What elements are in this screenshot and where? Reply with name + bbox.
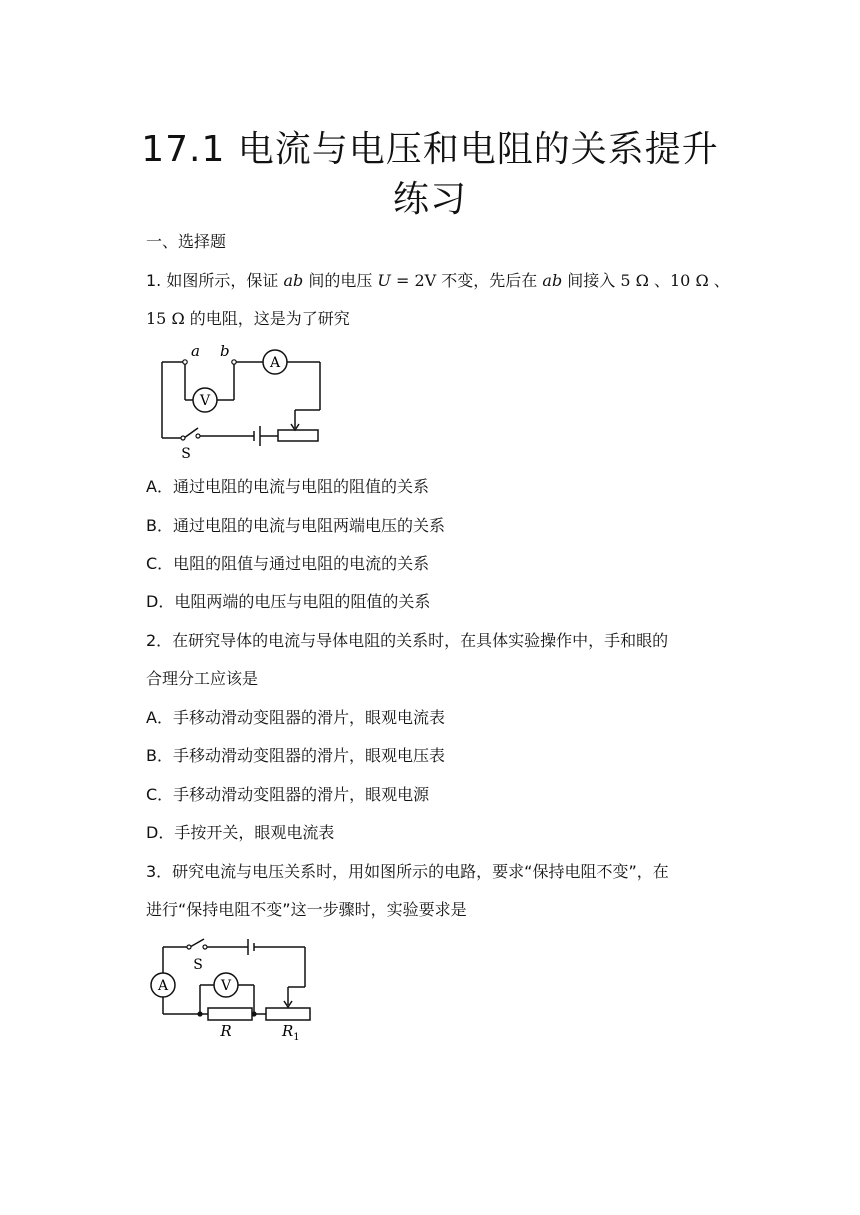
q2-option-d: D．手按开关，眼观电流表: [146, 823, 335, 842]
q1-text: 间接入: [562, 271, 621, 290]
q1-resistance-3: 15 Ω: [146, 309, 185, 328]
q1-option-b: B．通过电阻的电流与电阻两端电压的关系: [146, 516, 445, 535]
q3-switch-label: S: [193, 957, 203, 973]
q1-text: 不变，先后在: [436, 271, 543, 290]
q3-resistor-label: R: [220, 1022, 232, 1040]
question-1-stem-line1: [146, 270, 730, 292]
q1-label-b: b: [220, 342, 230, 360]
q1-resistance-1: 5 Ω: [620, 271, 649, 290]
q2-option-a: A．手移动滑动变阻器的滑片，眼观电流表: [146, 708, 445, 727]
q1-voltage-symbol: U: [377, 271, 391, 290]
q3-rheostat-label: $R_1$: [282, 1022, 300, 1043]
q1-text: 间的电压: [303, 271, 378, 290]
q3-circuit-diagram: [150, 935, 320, 1045]
question-3-stem-line2: 进行“保持电阻不变”这一步骤时，实验要求是: [146, 900, 467, 919]
question-2-stem-line2: 合理分工应该是: [146, 669, 259, 688]
q2-option-c: C．手移动滑动变阻器的滑片，眼观电源: [146, 785, 430, 804]
q1-ab: ab: [283, 271, 304, 290]
q3-ammeter-label: A: [157, 978, 169, 994]
page-title: 17.1 电流与电压和电阻的关系提升: [141, 129, 719, 170]
q1-ab: ab: [542, 271, 563, 290]
q1-separator: 、: [648, 271, 670, 290]
q1-switch-label: S: [181, 446, 191, 462]
q1-option-a: A．通过电阻的电流与电阻的阻值的关系: [146, 477, 429, 496]
q1-text: 1. 如图所示，保证: [146, 271, 284, 290]
q1-option-d: D．电阻两端的电压与电阻的阻值的关系: [146, 592, 431, 611]
q3-voltmeter-label: V: [220, 978, 232, 994]
q1-option-c: C．电阻的阻值与通过电阻的电流的关系: [146, 554, 430, 573]
question-1-stem-line2: [146, 308, 350, 330]
question-2-stem-line1: 2．在研究导体的电流与导体电阻的关系时，在具体实验操作中，手和眼的: [146, 631, 669, 650]
q1-circuit-diagram: [150, 340, 330, 465]
section-heading: 一、选择题: [146, 232, 227, 251]
question-3-stem-line1: 3．研究电流与电压关系时，用如图所示的电路，要求“保持电阻不变”，在: [146, 862, 669, 881]
q1-ammeter-label: A: [269, 355, 281, 371]
q1-voltage-value: = 2V: [390, 271, 437, 290]
q1-text: 的电阻，这是为了研究: [184, 309, 350, 328]
q1-label-a: a: [191, 342, 200, 360]
q1-voltmeter-label: V: [199, 393, 211, 409]
q2-option-b: B．手移动滑动变阻器的滑片，眼观电压表: [146, 746, 445, 765]
q1-resistance-2: 10 Ω: [670, 271, 709, 290]
q1-separator: 、: [708, 271, 730, 290]
page-title-line2: 练习: [392, 179, 467, 220]
